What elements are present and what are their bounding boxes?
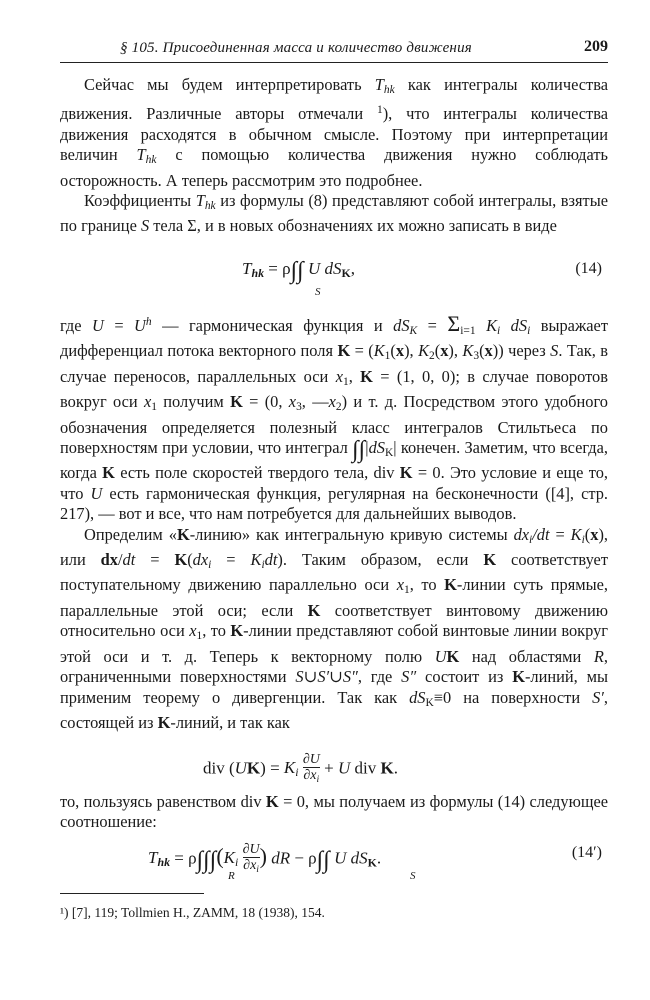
equation-div-expression: div $(UK) = K_i$ $\frac{\partial U}{\partial x_i}$ + U div K. bbox=[203, 752, 398, 785]
paragraph-1: Сейчас мы будем интерпретировать $T_{hk}$ как интегралы количества движения. Различные авторы отмечали $^1$), что интегралы количества движения расходятся в обычном смысле. Поэтому при интерпретации величин $T_{hk}$ с помощью количества движения нужно соблюдать осторожность. А теперь рассмотрим это подробнее. bbox=[60, 75, 609, 190]
equation-14-prime-number: (14′) bbox=[571, 844, 602, 861]
equation-14-prime bbox=[60, 842, 608, 882]
paragraph-3: где $U = U^h$ — гармоническая функция и $dS_K = \Sigma_{i=1}$ $K_i$ $dS_i$ выражает дифференциал потока векторного поля $K = (K_1(x)$, $K_2(x)$, $K_3(x)$) через S. Так, в случае переносов, параллельных оси $x_1$, K = (1, 0, 0); в случае поворотов вокруг оси $x_1$ получим K = (0, $x_3$, $—x_2$) и т. д. Посредством этого удобного обозначения определяется полезный класс интегралов Стильтьеса по поверхностям при условии, что интеграл $\int\int|dS_K|$ конечен. Заметим, что всегда, когда K есть поле скоростей твердого тела, div K = 0. Это условие и еще то, что U есть гармоническая функция, регулярная на бесконечности ([4], стр. 217), — вот и все, что нам потребуется для дальнейших выводов. bbox=[60, 311, 609, 524]
paragraph-4: Определим «K-линию» как интегральную кривую системы $dx_i/dt = K_i(x)$, или $dx/dt = K(dx_i = K_idt)$. Таким образом, если K соответствует поступательному движению параллельно оси $x_1$, то K-линии суть прямые, параллельные этой оси; если K соответствует винтовому движению относительно оси $x_1$, то K-линии представляют собой винтовые линии вокруг этой оси и т. д. Теперь к векторному полю UK над областями R, ограниченными поверхностями S∪S′∪S″, где S″ состоит из K-линий, мы применим теорему о дивергенции. Так как $dS_K\equiv 0$ на поверхности S′, состоящей из K-линий, и так как bbox=[60, 524, 609, 732]
equation-div bbox=[60, 752, 608, 785]
paragraph-5: то, пользуясь равенством div K = 0, мы получаем из формулы (14) следующее соотношение: bbox=[60, 792, 608, 832]
footnote: ¹) [7], 119; Tollmien H., ZAMM, 18 (1938), 154. bbox=[60, 905, 325, 920]
equation-14-number: (14) bbox=[575, 260, 602, 277]
paragraph-block-3 bbox=[60, 792, 608, 833]
equation-14-prime-limit-r: R bbox=[228, 870, 235, 882]
equation-14 bbox=[60, 258, 608, 298]
footnote-rule bbox=[60, 893, 204, 894]
equation-14-limit: S bbox=[315, 286, 321, 298]
equation-14-prime-limit-s: S bbox=[410, 870, 416, 882]
page-header bbox=[60, 38, 608, 63]
paragraph-block-1 bbox=[60, 75, 608, 237]
paragraph-2: Коэффициенты $T_{hk}$ из формулы (8) представляют собой интегралы, взятые по границе S тела Σ, и в новых обозначениях их можно записать в виде bbox=[60, 191, 608, 236]
equation-14-prime-expression: $T_{hk} = \rho\int\int\int(K_i$ $\frac{\partial U}{\partial x_i}$ ) dR − ρ∫∫ U $dS_K$. bbox=[148, 842, 382, 875]
running-title: § 105. Присоединенная масса и количество движения bbox=[120, 40, 472, 56]
equation-14-expression: $T_{hk} = \rho\int\int$ U $dS_K$, bbox=[242, 258, 356, 284]
page-number: 209 bbox=[584, 38, 608, 55]
paragraph-block-2 bbox=[60, 312, 608, 733]
